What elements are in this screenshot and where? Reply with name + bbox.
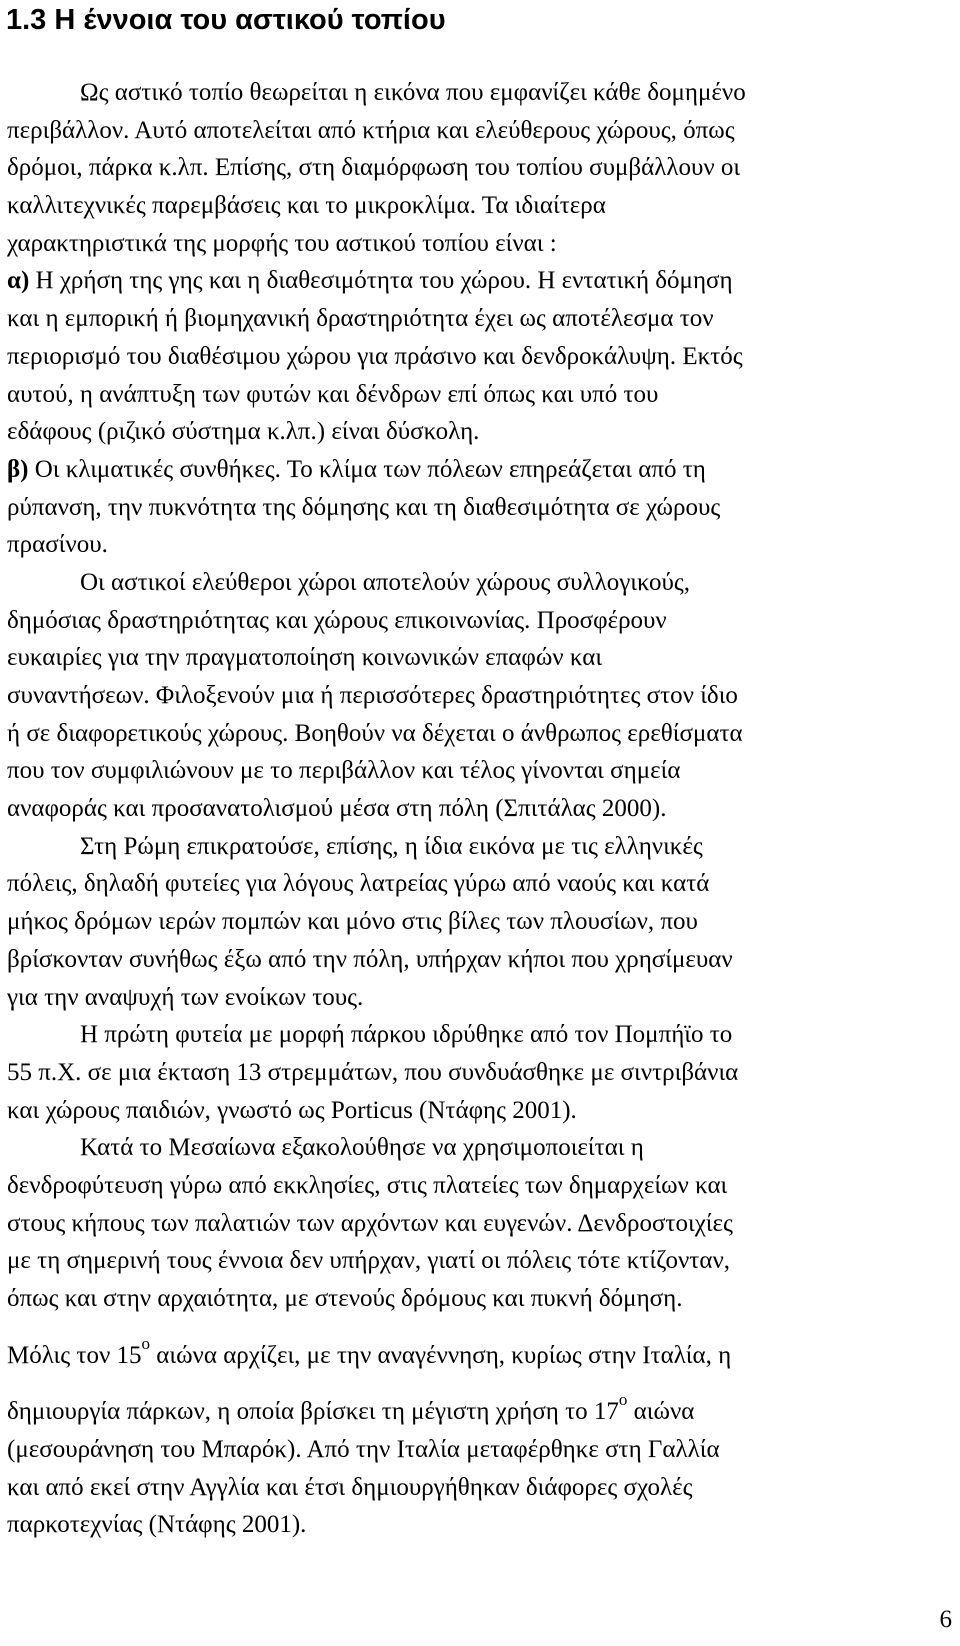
text-line: Στη Ρώμη επικρατούσε, επίσης, η ίδια εικόνα με τις ελληνικές — [80, 832, 703, 860]
text-line: και από εκεί στην Αγγλία και έτσι δημιουργήθηκαν διάφορες σχολές — [7, 1473, 693, 1501]
list-label-a: α) — [7, 267, 30, 295]
text-line: 55 π.Χ. σε μια έκταση 13 στρεμμάτων, που συνδυάσθηκε με σιντριβάνια — [7, 1058, 739, 1086]
text-line: πόλεις, δηλαδή φυτείες για λόγους λατρείας γύρω από ναούς και κατά — [7, 870, 710, 898]
page-number: 6 — [939, 1606, 952, 1633]
text-line: αυτού, η ανάπτυξη των φυτών και δένδρων επί όπως και υπό του — [7, 380, 659, 408]
superscript-ordinal: ο — [618, 1390, 628, 1410]
text-line: στους κήπους των παλατιών των αρχόντων και ευγενών. Δενδροστοιχίες — [7, 1209, 733, 1237]
text-line: ή σε διαφορετικούς χώρους. Βοηθούν να δέχεται ο άνθρωπος ερεθίσματα — [7, 719, 743, 747]
list-label-b: β) — [7, 455, 29, 483]
body-text — [7, 74, 955, 1544]
text-line: και η εμπορική ή βιομηχανική δραστηριότητα έχει ως αποτέλεσμα τον — [7, 305, 714, 333]
text-segment: Μόλις τον 15 — [7, 1341, 142, 1369]
text-line: χαρακτηριστικά της μορφής του αστικού τοπίου είναι : — [7, 229, 557, 257]
text-line: για την αναψυχή των ενοίκων τους. — [7, 983, 364, 1011]
text-line: Κατά το Μεσαίωνα εξακολούθησε να χρησιμοποιείται η — [80, 1134, 644, 1162]
text-line: δρόμοι, πάρκα κ.λπ. Επίσης, στη διαμόρφωση του τοπίου συμβάλλουν οι — [7, 154, 741, 182]
text-line: Η πρώτη φυτεία με μορφή πάρκου ιδρύθηκε από τον Πομπήϊο το — [80, 1021, 733, 1049]
text-line: αναφοράς και προσανατολισμού μέσα στη πόλη (Σπιτάλας 2000). — [7, 795, 667, 823]
text-line: περιβάλλον. Αυτό αποτελείται από κτήρια και ελεύθερους χώρους, όπως — [7, 116, 735, 144]
text-line: Οι κλιματικές συνθήκες. Το κλίμα των πόλεων επηρεάζεται από τη — [34, 455, 706, 483]
list-item-a — [7, 262, 955, 300]
text-line: περιορισμό του διαθέσιμου χώρου για πράσινο και δενδροκάλυψη. Εκτός — [7, 342, 743, 370]
text-line: Ως αστικό τοπίο θεωρείται η εικόνα που εμφανίζει κάθε δομημένο — [80, 79, 746, 106]
text-line: ρύπανση, την πυκνότητα της δόμησης και τη διαθεσιμότητα σε χώρους — [7, 493, 721, 521]
text-line: συναντήσεων. Φιλοξενούν μια ή περισσότερες δραστηριότητες στον ίδιο — [7, 682, 738, 709]
section-heading: 1.3 Η έννοια του αστικού τοπίου — [6, 4, 446, 36]
text-line: δενδροφύτευση γύρω από εκκλησίες, στις πλατείες των δημαρχείων και — [7, 1171, 728, 1199]
text-line-with-superscript — [7, 1333, 955, 1375]
text-line: όπως και στην αρχαιότητα, με στενούς δρόμους και πυκνή δόμηση. — [7, 1285, 683, 1312]
text-line: Οι αστικοί ελεύθεροι χώροι αποτελούν χώρους συλλογικούς, — [80, 568, 691, 596]
text-line: μήκος δρόμων ιερών πομπών και μόνο στις βίλες των πλουσίων, που — [7, 908, 698, 936]
text-segment: δημιουργία πάρκων, η οποία βρίσκει τη μέγιστη χρήση το 17 — [7, 1398, 619, 1426]
text-line: δημόσιας δραστηριότητας και χώρους επικοινωνίας. Προσφέρουν — [7, 606, 667, 634]
text-line: εδάφους (ριζικό σύστημα κ.λπ.) είναι δύσκολη. — [7, 418, 480, 446]
list-item-b — [7, 451, 955, 489]
text-segment: αιώνα αρχίζει, με την αναγέννηση, κυρίως στην Ιταλία, η — [150, 1341, 732, 1369]
text-line: Η χρήση της γης και η διαθεσιμότητα του χώρου. Η εντατική δόμηση — [35, 267, 733, 295]
text-line: καλλιτεχνικές παρεμβάσεις και το μικροκλίμα. Τα ιδιαίτερα — [7, 192, 606, 220]
text-line: βρίσκονταν συνήθως έξω από την πόλη, υπήρχαν κήποι που χρησίμευαν — [7, 945, 733, 973]
text-line: ευκαιρίες για την πραγματοποίηση κοινωνικών επαφών και — [7, 644, 603, 672]
text-line: (μεσουράνηση του Μπαρόκ). Από την Ιταλία μεταφέρθηκε στη Γαλλία — [7, 1436, 720, 1464]
text-line: πρασίνου. — [7, 531, 108, 559]
text-line-with-superscript — [7, 1390, 955, 1431]
text-line: που τον συμφιλιώνουν με το περιβάλλον και τέλος γίνονται σημεία — [7, 757, 681, 785]
superscript-ordinal: ο — [141, 1333, 151, 1353]
text-segment: αιώνα — [627, 1398, 695, 1426]
text-line: με τη σημερινή τους έννοια δεν υπήρχαν, γιατί οι πόλεις τότε κτίζονταν, — [7, 1247, 731, 1275]
text-line: παρκοτεχνίας (Ντάφης 2001). — [7, 1511, 307, 1539]
text-line: και χώρους παιδιών, γνωστό ως Porticus (Ντάφης 2001). — [7, 1096, 577, 1124]
